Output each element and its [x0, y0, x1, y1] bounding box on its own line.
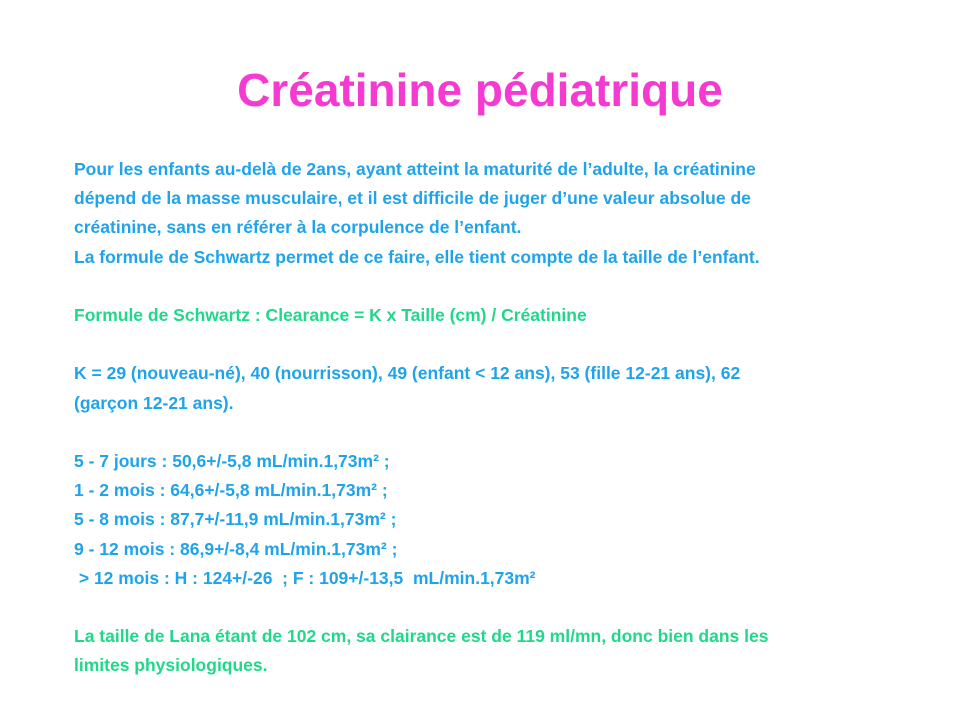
k-values-line: (garçon 12-21 ans).	[74, 392, 234, 413]
norm-item: > 12 mois : H : 124+/-26 ; F : 109+/-13,5 mL/min.1,73m²	[74, 567, 536, 588]
k-values-paragraph	[74, 359, 934, 417]
conclusion-line: La taille de Lana étant de 102 cm, sa clairance est de 119 ml/mn, donc bien dans les	[74, 626, 769, 647]
spacer	[74, 593, 934, 622]
formula-paragraph	[74, 301, 934, 330]
conclusion-paragraph	[74, 622, 934, 680]
spacer	[74, 418, 934, 447]
norm-item: 5 - 7 jours : 50,6+/-5,8 mL/min.1,73m² ;	[74, 450, 390, 471]
slide-title: Créatinine pédiatrique	[237, 64, 723, 116]
norm-item: 9 - 12 mois : 86,9+/-8,4 mL/min.1,73m² ;	[74, 538, 398, 559]
conclusion-line: limites physiologiques.	[74, 655, 268, 676]
norm-item: 1 - 2 mois : 64,6+/-5,8 mL/min.1,73m² ;	[74, 480, 388, 501]
intro-line: créatinine, sans en référer à la corpulence de l’enfant.	[74, 217, 522, 238]
norm-item: 5 - 8 mois : 87,7+/-11,9 mL/min.1,73m² ;	[74, 509, 397, 530]
formula-line: Formule de Schwartz : Clearance = K x Taille (cm) / Créatinine	[74, 305, 587, 325]
intro-paragraph	[74, 155, 934, 272]
intro-line: dépend de la masse musculaire, et il est difficile de juger d’une valeur absolue de	[74, 188, 751, 209]
k-values-line: K = 29 (nouveau-né), 40 (nourrisson), 49 (enfant < 12 ans), 53 (fille 12-21 ans), 62	[74, 363, 741, 384]
intro-line: Pour les enfants au-delà de 2ans, ayant atteint la maturité de l’adulte, la créatinine	[74, 159, 756, 179]
spacer	[74, 272, 934, 301]
spacer	[74, 330, 934, 359]
norms-list	[74, 447, 934, 593]
slide-body	[74, 155, 934, 681]
intro-line: La formule de Schwartz permet de ce faire, elle tient compte de la taille de l’enfant.	[74, 246, 760, 267]
